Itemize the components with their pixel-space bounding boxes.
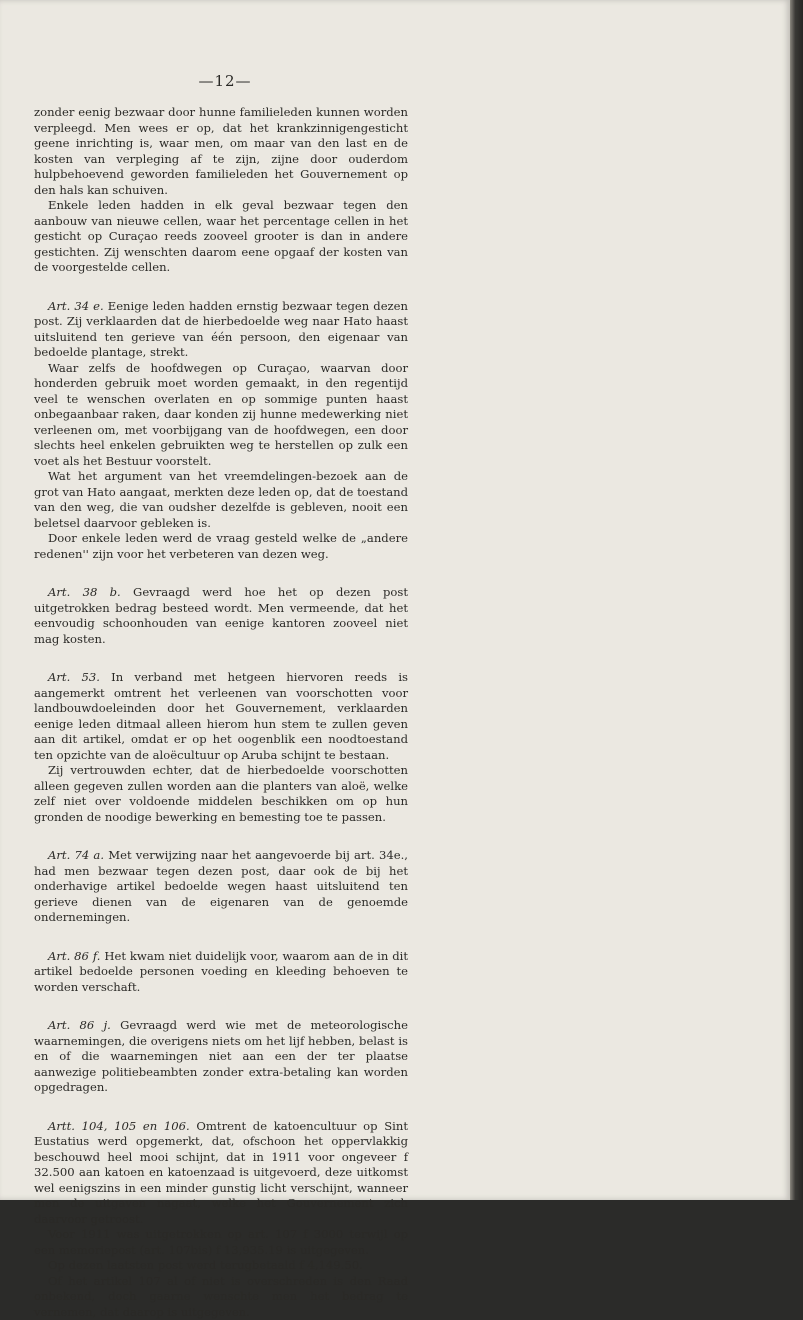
paragraph-text: Eenige leden hadden ernstig bezwaar tegen dezen post. Zij verklaarden dat de hierbedoelde weg naar Hato haast uitsluitend ten gerieve van één persoon, den eigenaar van bedoelde plantage, strekt. bbox=[34, 299, 408, 360]
article-reference: Artt. 104, 105 en 106. bbox=[48, 1119, 190, 1133]
article-reference: Art. 74 a. bbox=[48, 848, 104, 862]
article-reference: Art. 38 b. bbox=[48, 585, 121, 599]
paragraph-text: Wat het argument van het vreemdelingen-bezoek aan de grot van Hato aangaat, merkten deze leden op, dat de toestand van den weg, die van oudsher dezelfde is gebleven, nooit een beletsel daarvoor gebleken is. bbox=[34, 469, 408, 530]
paragraph-text: In verband met hetgeen hiervoren reeds is aangemerkt omtrent het verleenen van voorschotten voor landbouwdoeleinden door het Gouvernement, verklaarden eenige leden ditmaal alleen hierom hun stem te zullen geven aan dit artikel, omdat er op het oogenblik een noodtoestand ten opzichte van de aloëcultuur op Aruba schijnt te bestaan. bbox=[34, 670, 408, 762]
article-paragraph bbox=[34, 670, 408, 763]
page-number: —12— bbox=[0, 72, 450, 90]
article-reference: Art. 86 j. bbox=[48, 1018, 111, 1032]
paragraph bbox=[34, 531, 408, 562]
article-paragraph bbox=[34, 949, 408, 996]
article-paragraph bbox=[34, 1018, 408, 1096]
article-reference: Art. 53. bbox=[48, 670, 100, 684]
paragraph bbox=[34, 469, 408, 531]
paragraph bbox=[34, 1227, 408, 1258]
paragraph bbox=[34, 763, 408, 825]
paragraph-text: Voor 1911 was uitgetrokken op art. 107 f 3000 terwijl op een memoriepost (art. 107bis) f 13,935.19 is uitgegeven. bbox=[34, 1227, 408, 1257]
paragraph bbox=[34, 105, 408, 198]
paragraph-text: Gevraagd werd wie met de meteorologische waarnemingen, die overigens niets om het lijf hebben, belast is en of die waarnemingen niet aan een der ter plaatse aanwezige politiebeambten zonder extra-betaling kan worden opgedragen. bbox=[34, 1018, 408, 1094]
article-reference: Art. 86 f. bbox=[48, 949, 100, 963]
article-paragraph bbox=[34, 1119, 408, 1228]
paragraph-text: Gevraagd werd hoe het op dezen post uitgetrokken bedrag besteed wordt. Men vermeende, dat het eenvoudig schoonhouden van eenige kantoren zooveel niet mag kosten. bbox=[34, 585, 408, 646]
book-spine-edge bbox=[790, 0, 803, 1200]
paragraph bbox=[34, 361, 408, 470]
body-text bbox=[34, 105, 408, 1320]
article-paragraph bbox=[34, 299, 408, 361]
paragraph-text: Door enkele leden werd de vraag gesteld welke de „andere redenen'' zijn voor het verbeteren van dezen weg. bbox=[34, 531, 408, 561]
article-paragraph bbox=[34, 848, 408, 926]
paragraph bbox=[34, 1258, 408, 1274]
paragraph bbox=[34, 198, 408, 276]
paragraph bbox=[34, 1274, 408, 1320]
paragraph-text: Enkele leden hadden in elk geval bezwaar tegen den aanbouw van nieuwe cellen, waar het percentage cellen in het gesticht op Curaçao reeds zooveel grooter is dan in andere gestichten. Zij wenschten daarom eene opgaaf der kosten van de voorgestelde cellen. bbox=[34, 198, 408, 274]
paragraph-text: Of het artikel 107 al of niet is overschreden is den Raad onbekend, doch gaarne wenschte men het bedrag te vernemen, dat daarop is uitgegeven. bbox=[34, 1274, 408, 1319]
paragraph-text: Omtrent de katoencultuur op Sint Eustatius werd opgemerkt, dat, ofschoon het oppervlakkig beschouwd heel mooi schijnt, dat in 1911 voor ongeveer f 32.500 aan katoen en katoenzaad is uitgevoerd, deze uitkomst wel eenigszins in een minder gunstig licht verschijnt, wanneer men de uitgaven nagaat, welke het Gouvernement zich daarvoor getroost. bbox=[34, 1119, 408, 1226]
paragraph-text: Zij vertrouwden echter, dat de hierbedoelde voorschotten alleen gegeven zullen worden aan die planters van aloë, welke zelf niet over voldoende middelen beschikken om op hun gronden de noodige bewerking en bemesting toe te passen. bbox=[34, 763, 408, 824]
paragraph-text: Op dezen laatsten post werd terugbetaald f 4,149.50. bbox=[48, 1258, 363, 1272]
article-reference: Art. 34 e. bbox=[48, 299, 104, 313]
article-paragraph bbox=[34, 585, 408, 647]
paragraph-text: Het kwam niet duidelijk voor, waarom aan de in dit artikel bedoelde personen voeding en kleeding behoeven te worden verschaft. bbox=[34, 949, 408, 994]
paragraph-text: Met verwijzing naar het aangevoerde bij art. 34e., had men bezwaar tegen dezen post, daar ook de bij het onderhavige artikel bedoelde wegen haast uitsluitend ten gerieve dienen van de eigenaren van de genoemde ondernemingen. bbox=[34, 848, 408, 924]
paragraph-text: zonder eenig bezwaar door hunne familieleden kunnen worden verpleegd. Men wees er op, dat het krankzinnigengesticht geene inrichting is, waar men, om maar van den last en de kosten van verpleging af te zijn, zijne door ouderdom hulpbehoevend geworden familieleden het Gouvernement op den hals kan schuiven. bbox=[34, 105, 408, 197]
paragraph-text: Waar zelfs de hoofdwegen op Curaçao, waarvan door honderden gebruik moet worden gemaakt, in den regentijd veel te wenschen overlaten en op sommige punten haast onbegaanbaar raken, daar konden zij hunne medewerking niet verleenen om, met voorbijgang van de hoofdwegen, een door slechts heel enkelen gebruikten weg te herstellen op zulk een voet als het Bestuur voorstelt. bbox=[34, 361, 408, 468]
